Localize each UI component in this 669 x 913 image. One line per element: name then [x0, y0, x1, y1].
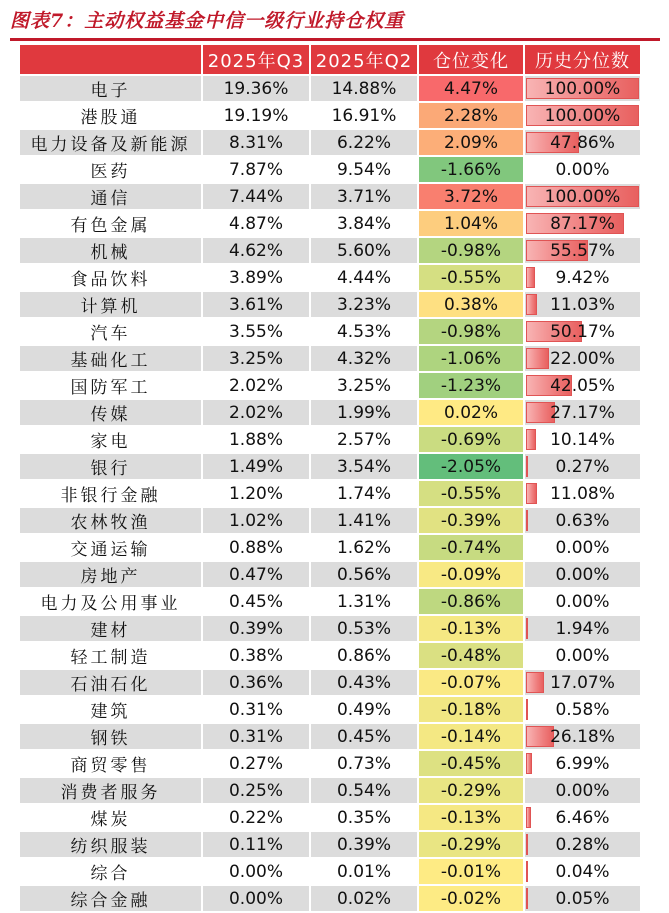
- change-cell: -2.05%: [419, 454, 525, 481]
- change-cell: 0.38%: [419, 292, 525, 319]
- q2-weight-cell: 6.22%: [311, 130, 419, 157]
- table-row: [20, 886, 640, 913]
- q3-weight-cell: 1.49%: [203, 454, 311, 481]
- q3-weight-cell: 0.25%: [203, 778, 311, 805]
- change-cell: -0.29%: [419, 778, 525, 805]
- table-row: [20, 292, 640, 319]
- percentile-cell: [525, 454, 640, 481]
- percentile-value: 42.05%: [550, 375, 615, 396]
- percentile-cell: [525, 184, 640, 211]
- table-row: [20, 832, 640, 859]
- percentile-cell: [525, 238, 640, 265]
- percentile-cell: [525, 886, 640, 913]
- q2-weight-cell: 2.57%: [311, 427, 419, 454]
- percentile-cell: [525, 562, 640, 589]
- industry-cell: 非银行金融: [20, 481, 203, 508]
- table-row: [20, 481, 640, 508]
- industry-cell: 传媒: [20, 400, 203, 427]
- percentile-bar: [526, 294, 537, 315]
- table-row: [20, 751, 640, 778]
- table-row: [20, 427, 640, 454]
- industry-cell: 轻工制造: [20, 643, 203, 670]
- q3-weight-cell: 0.88%: [203, 535, 311, 562]
- percentile-value: 9.42%: [555, 267, 610, 288]
- percentile-bar: [526, 348, 549, 369]
- q3-weight-cell: 2.02%: [203, 373, 311, 400]
- industry-cell: 国防军工: [20, 373, 203, 400]
- q3-weight-cell: 3.89%: [203, 265, 311, 292]
- percentile-value: 0.27%: [555, 456, 610, 477]
- percentile-cell: [525, 346, 640, 373]
- change-cell: -0.55%: [419, 481, 525, 508]
- percentile-value: 27.17%: [550, 402, 615, 423]
- q2-weight-cell: 3.25%: [311, 373, 419, 400]
- change-cell: 0.02%: [419, 400, 525, 427]
- q3-weight-cell: 0.31%: [203, 697, 311, 724]
- change-cell: -0.39%: [419, 508, 525, 535]
- percentile-value: 22.00%: [550, 348, 615, 369]
- percentile-cell: [525, 508, 640, 535]
- change-cell: -0.48%: [419, 643, 525, 670]
- q2-weight-cell: 16.91%: [311, 103, 419, 130]
- percentile-bar: [526, 510, 528, 531]
- q3-weight-cell: 0.31%: [203, 724, 311, 751]
- percentile-cell: [525, 211, 640, 238]
- q2-weight-cell: 9.54%: [311, 157, 419, 184]
- percentile-bar: [526, 672, 544, 693]
- industry-cell: 电力及公用事业: [20, 589, 203, 616]
- table-row: [20, 76, 640, 103]
- q2-weight-cell: 0.39%: [311, 832, 419, 859]
- industry-cell: 石油石化: [20, 670, 203, 697]
- change-cell: 4.47%: [419, 76, 525, 103]
- percentile-value: 0.00%: [555, 564, 610, 585]
- industry-cell: 港股通: [20, 103, 203, 130]
- percentile-cell: [525, 157, 640, 184]
- industry-cell: 综合金融: [20, 886, 203, 913]
- q3-weight-cell: 1.02%: [203, 508, 311, 535]
- percentile-cell: [525, 670, 640, 697]
- change-cell: -0.98%: [419, 319, 525, 346]
- change-cell: -0.74%: [419, 535, 525, 562]
- q3-weight-cell: 0.47%: [203, 562, 311, 589]
- table-row: [20, 346, 640, 373]
- q3-weight-cell: 0.00%: [203, 859, 311, 886]
- industry-cell: 汽车: [20, 319, 203, 346]
- percentile-value: 6.46%: [555, 807, 610, 828]
- q2-weight-cell: 0.43%: [311, 670, 419, 697]
- percentile-bar: [526, 483, 537, 504]
- table-row: [20, 238, 640, 265]
- title-rule: [10, 38, 660, 41]
- q3-weight-cell: 0.45%: [203, 589, 311, 616]
- table-row: [20, 778, 640, 805]
- table-row: [20, 535, 640, 562]
- q2-weight-cell: 1.99%: [311, 400, 419, 427]
- industry-cell: 煤炭: [20, 805, 203, 832]
- table-row: [20, 211, 640, 238]
- table-row: [20, 859, 640, 886]
- percentile-value: 0.00%: [555, 159, 610, 180]
- percentile-cell: [525, 427, 640, 454]
- table-row: [20, 697, 640, 724]
- percentile-value: 17.07%: [550, 672, 615, 693]
- percentile-value: 1.94%: [555, 618, 610, 639]
- percentile-cell: [525, 373, 640, 400]
- change-cell: 1.04%: [419, 211, 525, 238]
- change-cell: 3.72%: [419, 184, 525, 211]
- change-cell: -0.02%: [419, 886, 525, 913]
- percentile-bar: [526, 429, 536, 450]
- q2-weight-cell: 0.01%: [311, 859, 419, 886]
- percentile-value: 100.00%: [544, 105, 621, 126]
- header-q2: 2025年Q2: [311, 45, 419, 76]
- percentile-cell: [525, 751, 640, 778]
- change-cell: -0.09%: [419, 562, 525, 589]
- percentile-value: 0.00%: [555, 780, 610, 801]
- percentile-value: 100.00%: [544, 78, 621, 99]
- q2-weight-cell: 0.45%: [311, 724, 419, 751]
- change-cell: -0.69%: [419, 427, 525, 454]
- percentile-cell: [525, 130, 640, 157]
- percentile-cell: [525, 76, 640, 103]
- percentile-value: 0.00%: [555, 537, 610, 558]
- percentile-value: 26.18%: [550, 726, 615, 747]
- industry-cell: 银行: [20, 454, 203, 481]
- industry-cell: 钢铁: [20, 724, 203, 751]
- industry-cell: 商贸零售: [20, 751, 203, 778]
- percentile-cell: [525, 400, 640, 427]
- table-row: [20, 184, 640, 211]
- percentile-cell: [525, 643, 640, 670]
- q2-weight-cell: 0.56%: [311, 562, 419, 589]
- industry-cell: 综合: [20, 859, 203, 886]
- q3-weight-cell: 8.31%: [203, 130, 311, 157]
- percentile-value: 0.63%: [555, 510, 610, 531]
- percentile-value: 87.17%: [550, 213, 615, 234]
- industry-cell: 建材: [20, 616, 203, 643]
- percentile-bar: [526, 888, 528, 909]
- percentile-bar: [526, 753, 532, 774]
- industry-cell: 农林牧渔: [20, 508, 203, 535]
- change-cell: -0.98%: [419, 238, 525, 265]
- change-cell: -0.01%: [419, 859, 525, 886]
- percentile-cell: [525, 616, 640, 643]
- percentile-value: 6.99%: [555, 753, 610, 774]
- percentile-bar: [526, 807, 531, 828]
- q3-weight-cell: 3.61%: [203, 292, 311, 319]
- q2-weight-cell: 0.35%: [311, 805, 419, 832]
- percentile-cell: [525, 697, 640, 724]
- q3-weight-cell: 0.39%: [203, 616, 311, 643]
- table-row: [20, 265, 640, 292]
- industry-cell: 交通运输: [20, 535, 203, 562]
- percentile-value: 11.08%: [550, 483, 615, 504]
- industry-cell: 消费者服务: [20, 778, 203, 805]
- q2-weight-cell: 0.73%: [311, 751, 419, 778]
- industry-cell: 有色金属: [20, 211, 203, 238]
- industry-cell: 家电: [20, 427, 203, 454]
- q3-weight-cell: 0.11%: [203, 832, 311, 859]
- table-row: [20, 562, 640, 589]
- industry-cell: 食品饮料: [20, 265, 203, 292]
- header-industry: [20, 45, 203, 76]
- q2-weight-cell: 3.54%: [311, 454, 419, 481]
- percentile-value: 0.58%: [555, 699, 610, 720]
- q3-weight-cell: 0.00%: [203, 886, 311, 913]
- industry-cell: 电力设备及新能源: [20, 130, 203, 157]
- percentile-cell: [525, 589, 640, 616]
- percentile-bar: [526, 699, 528, 720]
- q2-weight-cell: 1.62%: [311, 535, 419, 562]
- q3-weight-cell: 3.55%: [203, 319, 311, 346]
- q2-weight-cell: 1.41%: [311, 508, 419, 535]
- table-row: [20, 400, 640, 427]
- change-cell: -0.29%: [419, 832, 525, 859]
- percentile-value: 0.00%: [555, 591, 610, 612]
- q3-weight-cell: 7.87%: [203, 157, 311, 184]
- q2-weight-cell: 4.44%: [311, 265, 419, 292]
- q2-weight-cell: 0.53%: [311, 616, 419, 643]
- q3-weight-cell: 2.02%: [203, 400, 311, 427]
- change-cell: -0.13%: [419, 616, 525, 643]
- industry-cell: 建筑: [20, 697, 203, 724]
- header-q3: 2025年Q3: [203, 45, 311, 76]
- percentile-value: 0.05%: [555, 888, 610, 909]
- change-cell: -0.55%: [419, 265, 525, 292]
- percentile-cell: [525, 805, 640, 832]
- percentile-cell: [525, 859, 640, 886]
- percentile-value: 0.28%: [555, 834, 610, 855]
- q2-weight-cell: 5.60%: [311, 238, 419, 265]
- holdings-table: [20, 45, 640, 913]
- table-row: [20, 130, 640, 157]
- percentile-value: 55.57%: [550, 240, 615, 261]
- q3-weight-cell: 19.19%: [203, 103, 311, 130]
- q2-weight-cell: 4.32%: [311, 346, 419, 373]
- q2-weight-cell: 0.86%: [311, 643, 419, 670]
- change-cell: 2.09%: [419, 130, 525, 157]
- industry-cell: 纺织服装: [20, 832, 203, 859]
- q3-weight-cell: 0.27%: [203, 751, 311, 778]
- table-row: [20, 724, 640, 751]
- q3-weight-cell: 4.62%: [203, 238, 311, 265]
- percentile-value: 11.03%: [550, 294, 615, 315]
- industry-cell: 基础化工: [20, 346, 203, 373]
- percentile-value: 10.14%: [550, 429, 615, 450]
- change-cell: -0.45%: [419, 751, 525, 778]
- table-row: [20, 508, 640, 535]
- q3-weight-cell: 1.88%: [203, 427, 311, 454]
- table-row: [20, 454, 640, 481]
- header-percentile: 历史分位数: [525, 45, 640, 76]
- percentile-bar: [526, 267, 535, 288]
- q2-weight-cell: 0.54%: [311, 778, 419, 805]
- table-row: [20, 643, 640, 670]
- change-cell: -1.66%: [419, 157, 525, 184]
- change-cell: -0.86%: [419, 589, 525, 616]
- industry-cell: 机械: [20, 238, 203, 265]
- chart-title: 图表7：主动权益基金中信一级行业持仓权重: [10, 10, 405, 32]
- table-row: [20, 319, 640, 346]
- header-row: [20, 45, 640, 76]
- header-change: 仓位变化: [419, 45, 525, 76]
- q3-weight-cell: 0.36%: [203, 670, 311, 697]
- percentile-cell: [525, 319, 640, 346]
- q3-weight-cell: 19.36%: [203, 76, 311, 103]
- industry-cell: 医药: [20, 157, 203, 184]
- table-row: [20, 373, 640, 400]
- percentile-value: 50.17%: [550, 321, 615, 342]
- q2-weight-cell: 0.02%: [311, 886, 419, 913]
- percentile-cell: [525, 481, 640, 508]
- change-cell: -0.07%: [419, 670, 525, 697]
- industry-cell: 房地产: [20, 562, 203, 589]
- change-cell: 2.28%: [419, 103, 525, 130]
- q2-weight-cell: 0.49%: [311, 697, 419, 724]
- percentile-cell: [525, 832, 640, 859]
- q2-weight-cell: 3.23%: [311, 292, 419, 319]
- table-row: [20, 157, 640, 184]
- q2-weight-cell: 4.53%: [311, 319, 419, 346]
- q3-weight-cell: 0.38%: [203, 643, 311, 670]
- percentile-cell: [525, 265, 640, 292]
- q3-weight-cell: 7.44%: [203, 184, 311, 211]
- change-cell: -0.14%: [419, 724, 525, 751]
- percentile-value: 0.00%: [555, 645, 610, 666]
- percentile-cell: [525, 292, 640, 319]
- q2-weight-cell: 1.31%: [311, 589, 419, 616]
- q3-weight-cell: 0.22%: [203, 805, 311, 832]
- percentile-bar: [526, 861, 528, 882]
- q2-weight-cell: 1.74%: [311, 481, 419, 508]
- industry-cell: 电子: [20, 76, 203, 103]
- percentile-cell: [525, 103, 640, 130]
- q2-weight-cell: 3.84%: [311, 211, 419, 238]
- percentile-cell: [525, 535, 640, 562]
- q2-weight-cell: 3.71%: [311, 184, 419, 211]
- q2-weight-cell: 14.88%: [311, 76, 419, 103]
- change-cell: -1.23%: [419, 373, 525, 400]
- industry-cell: 计算机: [20, 292, 203, 319]
- q3-weight-cell: 3.25%: [203, 346, 311, 373]
- percentile-cell: [525, 724, 640, 751]
- q3-weight-cell: 4.87%: [203, 211, 311, 238]
- percentile-value: 0.04%: [555, 861, 610, 882]
- percentile-bar: [526, 456, 528, 477]
- percentile-value: 47.86%: [550, 132, 615, 153]
- industry-cell: 通信: [20, 184, 203, 211]
- percentile-bar: [526, 834, 528, 855]
- change-cell: -1.06%: [419, 346, 525, 373]
- change-cell: -0.13%: [419, 805, 525, 832]
- percentile-cell: [525, 778, 640, 805]
- percentile-value: 100.00%: [544, 186, 621, 207]
- change-cell: -0.18%: [419, 697, 525, 724]
- table-row: [20, 589, 640, 616]
- table-row: [20, 805, 640, 832]
- table-row: [20, 670, 640, 697]
- table-row: [20, 103, 640, 130]
- percentile-bar: [526, 618, 528, 639]
- table-row: [20, 616, 640, 643]
- q3-weight-cell: 1.20%: [203, 481, 311, 508]
